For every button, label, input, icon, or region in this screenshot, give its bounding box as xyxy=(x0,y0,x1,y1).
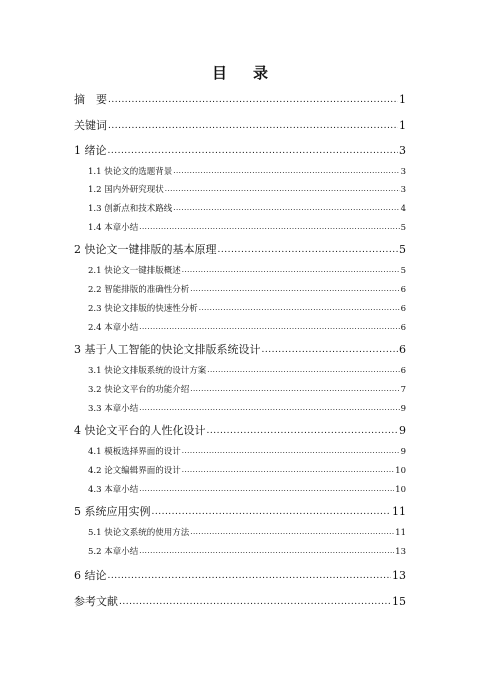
toc-entry-page: 4 xyxy=(400,204,406,214)
toc-leader-dots xyxy=(139,547,394,555)
toc-entry-section-2-3[interactable] xyxy=(88,302,406,314)
toc-entry-chapter-2[interactable] xyxy=(74,241,406,257)
toc-entry-page: 11 xyxy=(392,505,406,518)
toc-entry-page: 1 xyxy=(399,119,406,132)
toc-entry-label: 参考文献 xyxy=(74,595,118,608)
toc-entry-section-5-1[interactable] xyxy=(88,526,406,538)
toc-entry-page: 6 xyxy=(400,285,406,295)
toc-entry-page: 5 xyxy=(400,266,406,276)
toc-entry-page: 10 xyxy=(395,466,406,476)
toc-entry-page: 13 xyxy=(395,547,406,557)
toc-entry-label: 6 结论 xyxy=(74,569,107,582)
toc-entry-section-3-3[interactable] xyxy=(88,402,406,414)
toc-entry-chapter-6[interactable] xyxy=(74,567,406,583)
toc-entry-abstract[interactable] xyxy=(74,91,406,107)
toc-leader-dots xyxy=(139,404,399,412)
toc-leader-dots xyxy=(108,95,398,105)
toc-entry-page: 3 xyxy=(399,144,406,157)
toc-entry-label: 2.1 快论文一键排版概述 xyxy=(88,266,181,276)
toc-entry-label: 3.3 本章小结 xyxy=(88,404,139,414)
toc-entry-label: 5 系统应用实例 xyxy=(74,505,151,518)
toc-leader-dots xyxy=(165,185,400,193)
toc-leader-dots xyxy=(182,266,400,274)
toc-entry-section-2-2[interactable] xyxy=(88,283,406,295)
toc-entry-chapter-4[interactable] xyxy=(74,422,406,438)
toc-entry-label: 4.1 模板选择界面的设计 xyxy=(88,447,181,457)
toc-title xyxy=(0,62,480,83)
toc-entry-label: 3 基于人工智能的快论文排版系统设计 xyxy=(74,343,261,356)
toc-leader-dots xyxy=(139,223,399,231)
toc-entry-section-2-1[interactable] xyxy=(88,264,406,276)
toc-entry-page: 3 xyxy=(400,185,406,195)
toc-leader-dots xyxy=(108,571,392,581)
toc-entry-label: 1.1 快论文的选题背景 xyxy=(88,167,173,177)
toc-entry-section-4-1[interactable] xyxy=(88,445,406,457)
toc-title-char-2: 录 xyxy=(253,64,269,82)
toc-leader-dots xyxy=(108,121,398,131)
toc-leader-dots xyxy=(173,204,399,212)
toc-entry-label: 2.2 智能排版的准确性分析 xyxy=(88,285,190,295)
toc-leader-dots xyxy=(139,323,399,331)
toc-entry-page: 1 xyxy=(399,93,406,106)
toc-entry-label: 5.2 本章小结 xyxy=(88,547,139,557)
toc-entry-label: 1.4 本章小结 xyxy=(88,223,139,233)
toc-entry-label: 5.1 快论文系统的使用方法 xyxy=(88,528,190,538)
toc-entry-references[interactable] xyxy=(74,593,406,609)
toc-entry-page: 9 xyxy=(400,447,406,457)
toc-entry-section-1-1[interactable] xyxy=(88,165,406,177)
toc-entry-label: 2.4 本章小结 xyxy=(88,323,139,333)
toc-entry-page: 5 xyxy=(399,243,406,256)
toc-entry-keywords[interactable] xyxy=(74,117,406,133)
toc-entry-label: 4.2 论文编辑界面的设计 xyxy=(88,466,181,476)
toc-entry-page: 10 xyxy=(395,485,406,495)
toc-entry-page: 11 xyxy=(395,528,406,538)
toc-leader-dots xyxy=(182,466,394,474)
toc-entry-section-4-3[interactable] xyxy=(88,483,406,495)
toc-entry-chapter-5[interactable] xyxy=(74,503,406,519)
toc-entry-label: 4.3 本章小结 xyxy=(88,485,139,495)
toc-entry-chapter-3[interactable] xyxy=(74,341,406,357)
toc-entry-section-2-4[interactable] xyxy=(88,321,406,333)
toc-leader-dots xyxy=(207,426,399,436)
toc-entry-label: 摘 要 xyxy=(74,93,107,106)
toc-entry-section-4-2[interactable] xyxy=(88,464,406,476)
toc-entry-section-1-4[interactable] xyxy=(88,221,406,233)
toc-leader-dots xyxy=(199,304,400,312)
toc-entry-page: 6 xyxy=(400,323,406,333)
toc-leader-dots xyxy=(190,285,399,293)
toc-leader-dots xyxy=(190,528,394,536)
toc-entry-page: 9 xyxy=(399,424,406,437)
toc-entry-label: 1 绪论 xyxy=(74,144,107,157)
toc-entry-label: 4 快论文平台的人性化设计 xyxy=(74,424,206,437)
toc-entry-label: 2 快论文一键排版的基本原理 xyxy=(74,243,217,256)
toc-leader-dots xyxy=(139,485,394,493)
toc-leader-dots xyxy=(262,345,399,355)
toc-entry-page: 9 xyxy=(400,404,406,414)
toc-entry-chapter-1[interactable] xyxy=(74,142,406,158)
toc-title-char-1: 目 xyxy=(211,64,227,82)
toc-entry-page: 6 xyxy=(400,304,406,314)
toc-leader-dots xyxy=(173,167,399,175)
toc-entry-page: 7 xyxy=(400,385,406,395)
toc-leader-dots xyxy=(190,385,399,393)
toc-entry-label: 3.1 快论文排版系统的设计方案 xyxy=(88,366,207,376)
toc-entry-section-1-3[interactable] xyxy=(88,202,406,214)
toc-entry-page: 15 xyxy=(392,595,406,608)
toc-leader-dots xyxy=(182,447,400,455)
toc-leader-dots xyxy=(119,597,391,607)
toc-entry-page: 6 xyxy=(400,366,406,376)
toc-entry-page: 5 xyxy=(400,223,406,233)
toc-entry-section-3-2[interactable] xyxy=(88,383,406,395)
toc-entry-label: 3.2 快论文平台的功能介绍 xyxy=(88,385,190,395)
toc-leader-dots xyxy=(218,245,399,255)
toc-entry-page: 13 xyxy=(392,569,406,582)
toc-entry-page: 3 xyxy=(400,167,406,177)
toc-entry-section-5-2[interactable] xyxy=(88,545,406,557)
toc-leader-dots xyxy=(152,507,392,517)
toc-entry-section-3-1[interactable] xyxy=(88,364,406,376)
toc-leader-dots xyxy=(108,146,399,156)
toc-entry-section-1-2[interactable] xyxy=(88,183,406,195)
toc-entry-label: 1.2 国内外研究现状 xyxy=(88,185,164,195)
toc-leader-dots xyxy=(207,366,399,374)
toc-entry-label: 1.3 创新点和技术路线 xyxy=(88,204,173,214)
toc-entry-page: 6 xyxy=(399,343,406,356)
toc-entry-label: 关键词 xyxy=(74,119,107,132)
toc-entry-label: 2.3 快论文排版的快速性分析 xyxy=(88,304,198,314)
